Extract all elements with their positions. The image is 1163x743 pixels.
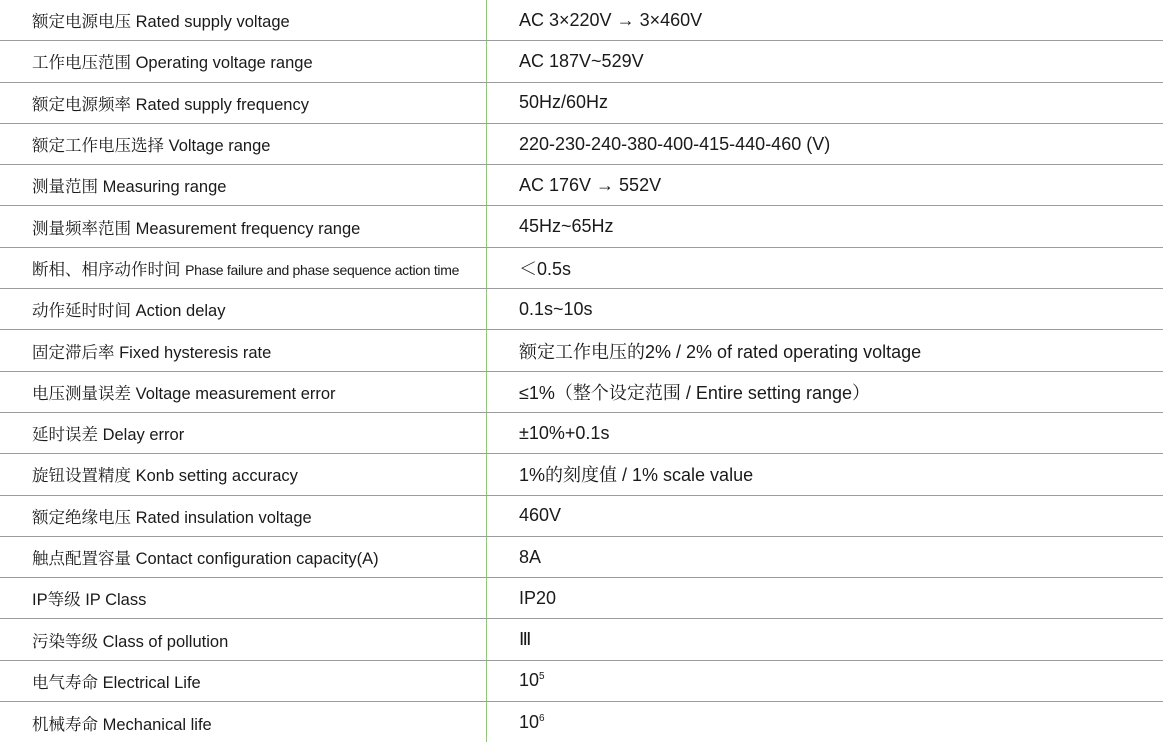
spec-value: IP20 (519, 587, 557, 608)
spec-label: 额定电源频率 Rated supply frequency (32, 95, 309, 114)
spec-row (0, 496, 1163, 537)
value-base: 10 (519, 712, 540, 733)
spec-label: 固定滞后率 Fixed hysteresis rate (32, 343, 272, 362)
spec-value: 220-230-240-380-400-415-440-460 (V) (519, 133, 831, 154)
spec-value: AC 187V~529V (519, 50, 644, 71)
spec-row (0, 124, 1163, 165)
spec-value: 0.1s~10s (519, 298, 593, 319)
spec-value (486, 670, 545, 691)
spec-row (0, 330, 1163, 371)
spec-value: ＜0.5s (519, 258, 572, 279)
spec-row (0, 83, 1163, 124)
spec-value: 50Hz/60Hz (519, 92, 609, 113)
spec-value: AC 176V → 552V (519, 174, 662, 195)
spec-row (0, 620, 1163, 661)
spec-label: 电压测量误差 Voltage measurement error (32, 384, 336, 403)
spec-value: AC 3×220V → 3×460V (519, 9, 703, 30)
spec-label: 额定电源电压 Rated supply voltage (32, 13, 290, 32)
spec-value: 45Hz~65Hz (519, 216, 614, 237)
spec-label: 测量频率范围 Measurement frequency range (32, 219, 361, 238)
spec-row (0, 537, 1163, 578)
spec-label: 污染等级 Class of pollution (32, 632, 229, 651)
spec-row (0, 661, 1163, 702)
spec-value: ≤1%（整个设定范围 / Entire setting range） (519, 382, 870, 403)
spec-label: 工作电压范围 Operating voltage range (32, 54, 313, 73)
spec-value: 460V (519, 505, 562, 526)
spec-row (0, 413, 1163, 454)
spec-row (0, 702, 1163, 743)
spec-label: 额定绝缘电压 Rated insulation voltage (32, 508, 312, 527)
spec-label: 测量范围 Measuring range (32, 178, 227, 197)
spec-value: 1%的刻度值 / 1% scale value (519, 465, 754, 486)
spec-label: 旋钮设置精度 Konb setting accuracy (32, 467, 298, 486)
spec-value (486, 712, 545, 733)
spec-row (0, 0, 1163, 41)
spec-label: 电气寿命 Electrical Life (32, 673, 201, 692)
spec-row (0, 165, 1163, 206)
spec-row (0, 248, 1163, 289)
value-exponent: 6 (539, 713, 545, 725)
spec-row (0, 578, 1163, 619)
spec-label: 动作延时时间 Action delay (32, 302, 226, 321)
spec-label: IP等级 IP Class (32, 591, 147, 610)
spec-row (0, 207, 1163, 248)
spec-row (0, 372, 1163, 413)
spec-row (0, 454, 1163, 495)
value-exponent: 5 (539, 671, 545, 683)
spec-value: 8A (519, 546, 542, 567)
spec-value: ±10%+0.1s (519, 422, 610, 443)
spec-label: 断相、相序动作时间 Phase failure and phase sequence action time (32, 260, 460, 279)
spec-value: Ⅲ (519, 629, 532, 650)
spec-label: 额定工作电压选择 Voltage range (32, 137, 271, 156)
spec-value: 额定工作电压的2% / 2% of rated operating voltage (519, 341, 922, 362)
spec-row (0, 41, 1163, 82)
spec-label: 触点配置容量 Contact configuration capacity(A) (32, 550, 379, 569)
value-base: 10 (519, 670, 540, 691)
spec-label: 机械寿命 Mechanical life (32, 715, 212, 734)
spec-label: 延时误差 Delay error (32, 426, 185, 445)
spec-row (0, 289, 1163, 330)
